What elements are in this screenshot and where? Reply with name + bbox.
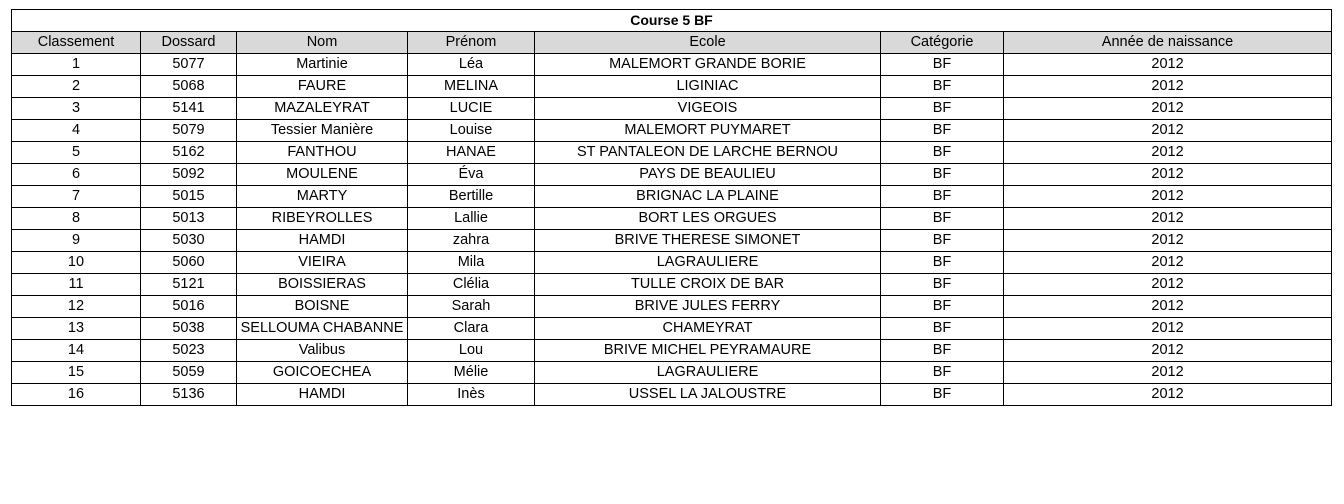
first-name-cell: Clara <box>408 318 535 340</box>
last-name-cell: MAZALEYRAT <box>237 98 408 120</box>
column-header-ecole: Ecole <box>535 32 881 54</box>
first-name-cell: Bertille <box>408 186 535 208</box>
first-name-cell: Éva <box>408 164 535 186</box>
bib-cell: 5060 <box>141 252 237 274</box>
category-cell: BF <box>881 98 1004 120</box>
bib-cell: 5136 <box>141 384 237 406</box>
school-cell: PAYS DE BEAULIEU <box>535 164 881 186</box>
category-cell: BF <box>881 318 1004 340</box>
school-cell: LAGRAULIERE <box>535 362 881 384</box>
table-row <box>12 384 1332 406</box>
table-row <box>12 318 1332 340</box>
last-name-cell: Martinie <box>237 54 408 76</box>
school-cell: BORT LES ORGUES <box>535 208 881 230</box>
category-cell: BF <box>881 230 1004 252</box>
last-name-cell: HAMDI <box>237 230 408 252</box>
rank-cell: 13 <box>12 318 141 340</box>
bib-cell: 5077 <box>141 54 237 76</box>
category-cell: BF <box>881 142 1004 164</box>
rank-cell: 2 <box>12 76 141 98</box>
table-row <box>12 274 1332 296</box>
birth-year-cell: 2012 <box>1004 164 1332 186</box>
last-name-cell: HAMDI <box>237 384 408 406</box>
rank-cell: 3 <box>12 98 141 120</box>
table-title: Course 5 BF <box>12 10 1332 32</box>
rank-cell: 15 <box>12 362 141 384</box>
bib-cell: 5038 <box>141 318 237 340</box>
bib-cell: 5141 <box>141 98 237 120</box>
bib-cell: 5016 <box>141 296 237 318</box>
category-cell: BF <box>881 384 1004 406</box>
rank-cell: 11 <box>12 274 141 296</box>
category-cell: BF <box>881 274 1004 296</box>
rank-cell: 7 <box>12 186 141 208</box>
last-name-cell: MARTY <box>237 186 408 208</box>
rank-cell: 8 <box>12 208 141 230</box>
bib-cell: 5059 <box>141 362 237 384</box>
first-name-cell: Lou <box>408 340 535 362</box>
table-row <box>12 208 1332 230</box>
school-cell: VIGEOIS <box>535 98 881 120</box>
birth-year-cell: 2012 <box>1004 120 1332 142</box>
first-name-cell: MELINA <box>408 76 535 98</box>
bib-cell: 5068 <box>141 76 237 98</box>
birth-year-cell: 2012 <box>1004 362 1332 384</box>
last-name-cell: FAURE <box>237 76 408 98</box>
bib-cell: 5121 <box>141 274 237 296</box>
school-cell: TULLE CROIX DE BAR <box>535 274 881 296</box>
last-name-cell: RIBEYROLLES <box>237 208 408 230</box>
school-cell: ST PANTALEON DE LARCHE BERNOU <box>535 142 881 164</box>
table-row <box>12 76 1332 98</box>
rank-cell: 6 <box>12 164 141 186</box>
category-cell: BF <box>881 54 1004 76</box>
bib-cell: 5079 <box>141 120 237 142</box>
first-name-cell: Lallie <box>408 208 535 230</box>
rank-cell: 5 <box>12 142 141 164</box>
results-table <box>11 9 1332 406</box>
school-cell: CHAMEYRAT <box>535 318 881 340</box>
school-cell: BRIVE MICHEL PEYRAMAURE <box>535 340 881 362</box>
rank-cell: 9 <box>12 230 141 252</box>
bib-cell: 5013 <box>141 208 237 230</box>
birth-year-cell: 2012 <box>1004 318 1332 340</box>
table-row <box>12 98 1332 120</box>
birth-year-cell: 2012 <box>1004 208 1332 230</box>
school-cell: LIGINIAC <box>535 76 881 98</box>
category-cell: BF <box>881 252 1004 274</box>
last-name-cell: GOICOECHEA <box>237 362 408 384</box>
birth-year-cell: 2012 <box>1004 76 1332 98</box>
birth-year-cell: 2012 <box>1004 340 1332 362</box>
first-name-cell: Inès <box>408 384 535 406</box>
category-cell: BF <box>881 208 1004 230</box>
school-cell: BRIVE THERESE SIMONET <box>535 230 881 252</box>
last-name-cell: MOULENE <box>237 164 408 186</box>
school-cell: USSEL LA JALOUSTRE <box>535 384 881 406</box>
birth-year-cell: 2012 <box>1004 186 1332 208</box>
rank-cell: 12 <box>12 296 141 318</box>
rank-cell: 10 <box>12 252 141 274</box>
school-cell: MALEMORT GRANDE BORIE <box>535 54 881 76</box>
school-cell: BRIGNAC LA PLAINE <box>535 186 881 208</box>
first-name-cell: Léa <box>408 54 535 76</box>
last-name-cell: VIEIRA <box>237 252 408 274</box>
school-cell: MALEMORT PUYMARET <box>535 120 881 142</box>
first-name-cell: Mélie <box>408 362 535 384</box>
rank-cell: 14 <box>12 340 141 362</box>
rank-cell: 16 <box>12 384 141 406</box>
table-row <box>12 54 1332 76</box>
birth-year-cell: 2012 <box>1004 142 1332 164</box>
birth-year-cell: 2012 <box>1004 98 1332 120</box>
table-row <box>12 230 1332 252</box>
bib-cell: 5030 <box>141 230 237 252</box>
birth-year-cell: 2012 <box>1004 54 1332 76</box>
column-header-annee-naissance: Année de naissance <box>1004 32 1332 54</box>
table-row <box>12 296 1332 318</box>
first-name-cell: HANAE <box>408 142 535 164</box>
last-name-cell: BOISSIERAS <box>237 274 408 296</box>
bib-cell: 5015 <box>141 186 237 208</box>
column-header-nom: Nom <box>237 32 408 54</box>
column-header-categorie: Catégorie <box>881 32 1004 54</box>
table-row <box>12 340 1332 362</box>
last-name-cell: FANTHOU <box>237 142 408 164</box>
last-name-cell: Valibus <box>237 340 408 362</box>
school-cell: LAGRAULIERE <box>535 252 881 274</box>
bib-cell: 5092 <box>141 164 237 186</box>
table-body <box>12 54 1332 406</box>
table-row <box>12 362 1332 384</box>
table-row <box>12 142 1332 164</box>
category-cell: BF <box>881 340 1004 362</box>
first-name-cell: zahra <box>408 230 535 252</box>
header-row <box>12 32 1332 54</box>
column-header-dossard: Dossard <box>141 32 237 54</box>
last-name-cell: SELLOUMA CHABANNE <box>237 318 408 340</box>
rank-cell: 1 <box>12 54 141 76</box>
last-name-cell: Tessier Manière <box>237 120 408 142</box>
category-cell: BF <box>881 76 1004 98</box>
category-cell: BF <box>881 120 1004 142</box>
birth-year-cell: 2012 <box>1004 252 1332 274</box>
birth-year-cell: 2012 <box>1004 296 1332 318</box>
bib-cell: 5162 <box>141 142 237 164</box>
first-name-cell: Louise <box>408 120 535 142</box>
birth-year-cell: 2012 <box>1004 384 1332 406</box>
category-cell: BF <box>881 186 1004 208</box>
category-cell: BF <box>881 164 1004 186</box>
table-row <box>12 186 1332 208</box>
title-row <box>12 10 1332 32</box>
birth-year-cell: 2012 <box>1004 230 1332 252</box>
category-cell: BF <box>881 362 1004 384</box>
first-name-cell: LUCIE <box>408 98 535 120</box>
column-header-prenom: Prénom <box>408 32 535 54</box>
last-name-cell: BOISNE <box>237 296 408 318</box>
rank-cell: 4 <box>12 120 141 142</box>
category-cell: BF <box>881 296 1004 318</box>
table-row <box>12 252 1332 274</box>
first-name-cell: Clélia <box>408 274 535 296</box>
birth-year-cell: 2012 <box>1004 274 1332 296</box>
column-header-classement: Classement <box>12 32 141 54</box>
table-row <box>12 164 1332 186</box>
bib-cell: 5023 <box>141 340 237 362</box>
school-cell: BRIVE JULES FERRY <box>535 296 881 318</box>
table-row <box>12 120 1332 142</box>
first-name-cell: Sarah <box>408 296 535 318</box>
first-name-cell: Mila <box>408 252 535 274</box>
